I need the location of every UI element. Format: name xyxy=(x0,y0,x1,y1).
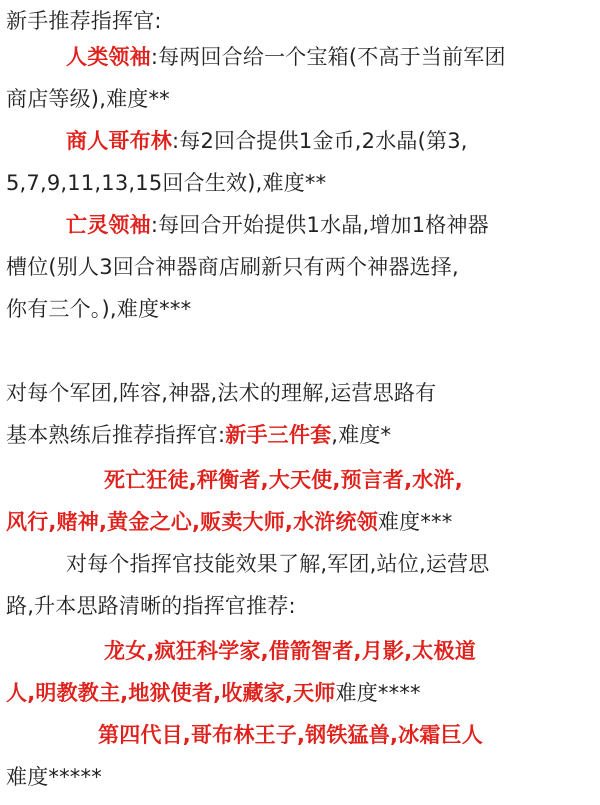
commander-entry-undead-leader xyxy=(66,204,489,246)
commander-list xyxy=(104,459,463,501)
commander-desc-continued xyxy=(6,78,170,120)
commander-name: 商人哥布林 xyxy=(66,129,172,153)
difficulty-line xyxy=(6,756,102,798)
desc-text: 商店等级),难度** xyxy=(6,87,170,111)
difficulty: 难度***** xyxy=(6,765,102,789)
difficulty: 难度**** xyxy=(335,681,421,705)
commander-desc: :每2回合提供1金币,2水晶(第3, xyxy=(172,129,468,153)
commander-entry-human-leader xyxy=(66,36,506,78)
desc-text: 你有三个。),难度*** xyxy=(6,297,192,321)
commander-name: 人类领袖 xyxy=(66,45,151,69)
commander-names: 死亡狂徒,秤衡者,大天使,预言者,水浒, xyxy=(104,468,463,492)
commander-list xyxy=(98,714,483,756)
set-name: 新手三件套 xyxy=(225,423,332,447)
commander-desc: :每两回合给一个宝箱(不高于当前军团 xyxy=(150,45,506,69)
intro-text: 对每个军团,阵容,神器,法术的理解,运营思路有 xyxy=(6,381,437,405)
commander-list xyxy=(6,501,452,543)
difficulty: ,难度* xyxy=(331,423,392,447)
difficulty: 难度*** xyxy=(377,510,453,534)
commander-names: 第四代目,哥布林王子,钢铁猛兽,冰霜巨人 xyxy=(98,723,483,747)
commander-names: 人,明教教主,地狱使者,收藏家,天师 xyxy=(6,681,336,705)
section-intro-advanced xyxy=(66,543,489,585)
desc-text: 5,7,9,11,13,15回合生效),难度** xyxy=(6,171,327,195)
commander-desc-continued xyxy=(6,288,191,330)
commander-entry-merchant-goblin xyxy=(66,120,468,162)
commander-name: 亡灵领袖 xyxy=(66,213,151,237)
commander-desc-continued xyxy=(6,246,459,288)
heading-text: 新手推荐指挥官: xyxy=(6,9,162,33)
commander-list xyxy=(104,630,476,672)
commander-desc-continued xyxy=(6,162,326,204)
intro-text: 基本熟练后推荐指挥官: xyxy=(6,423,226,447)
intro-text: 对每个指挥官技能效果了解,军团,站位,运营思 xyxy=(66,552,490,576)
commander-desc: :每回合开始提供1水晶,增加1格神器 xyxy=(150,213,489,237)
commander-list xyxy=(6,672,421,714)
section-intro-intermediate-cont xyxy=(6,414,391,456)
section-intro-intermediate xyxy=(6,372,436,414)
intro-text: 路,升本思路清晰的指挥官推荐: xyxy=(6,594,296,618)
desc-text: 槽位(别人3回合神器商店刷新只有两个神器选择, xyxy=(6,255,459,279)
commander-names: 风行,赌神,黄金之心,贩卖大师,水浒统领 xyxy=(6,510,378,534)
commander-names: 龙女,疯狂科学家,借箭智者,月影,太极道 xyxy=(104,639,476,663)
section-intro-advanced-cont xyxy=(6,585,296,627)
